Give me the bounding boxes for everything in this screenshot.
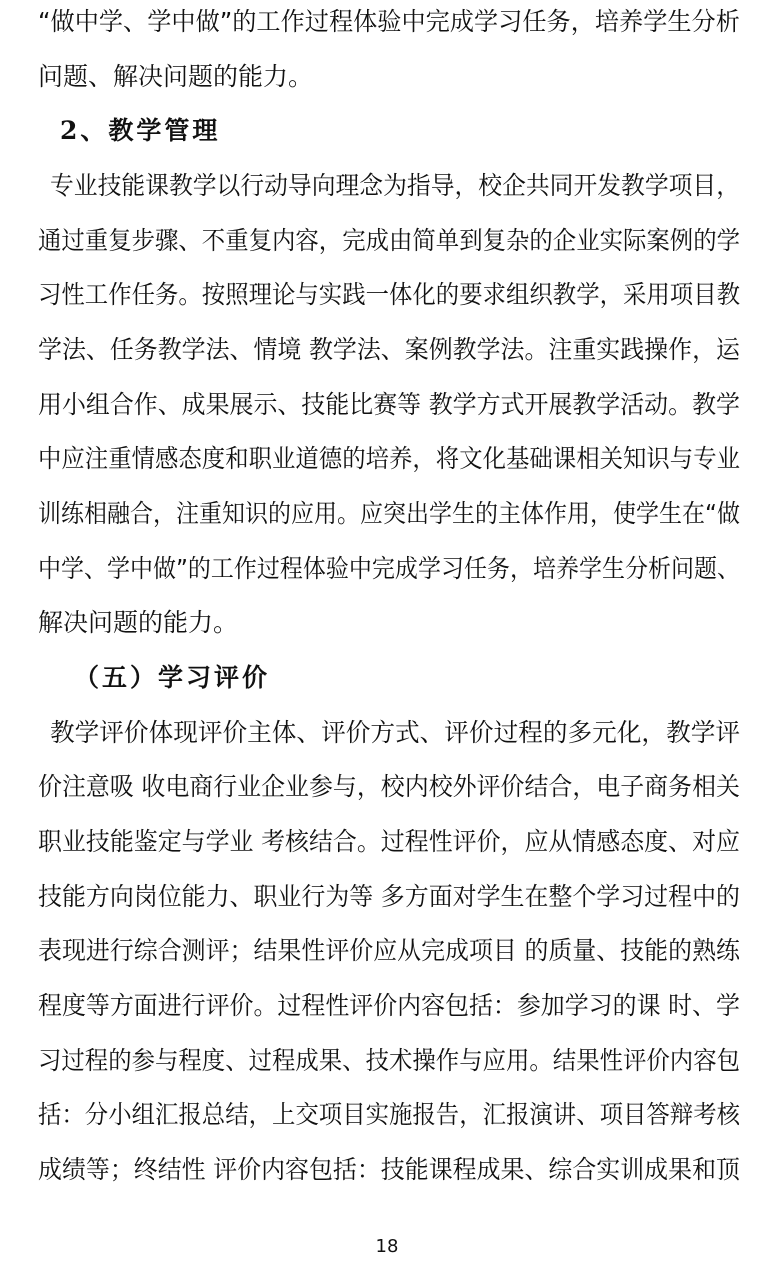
- text-line-content: 职业技能鉴定与学业 考核结合。过程性评价，应从情感态度、对应: [38, 827, 740, 856]
- text-line-content: 成绩等；终结性 评价内容包括：技能课程成果、综合实训成果和顶: [38, 1155, 740, 1184]
- text-line: [0, 494, 774, 534]
- text-line-content: 教学评价体现评价主体、评价方式、评价过程的多元化，教学评: [50, 718, 741, 747]
- text-line-content: 专业技能课教学以行动导向理念为指导，校企共同开发教学项目，: [50, 171, 741, 200]
- text-line: [0, 221, 774, 261]
- text-line-content: 表现进行综合测评；结果性评价应从完成项目 的质量、技能的熟练: [38, 936, 740, 965]
- text-line: [0, 767, 774, 807]
- text-line-content: 解决问题的能力。: [38, 608, 239, 637]
- text-line-content: 学法、任务教学法、情境 教学法、案例教学法。注重实践操作，运: [38, 335, 740, 364]
- text-line: [0, 166, 774, 206]
- text-line-content: “做中学、学中做”的工作过程体验中完成学习任务，培养学生分析: [38, 7, 740, 36]
- text-line: [0, 713, 774, 753]
- text-line-content: 中学、学中做”的工作过程体验中完成学习任务，培养学生分析问题、: [38, 554, 740, 583]
- text-line-content: 训练相融合，注重知识的应用。应突出学生的主体作用，使学生在“做: [38, 499, 740, 528]
- text-line-content: 通过重复步骤、不重复内容，完成由简单到复杂的企业实际案例的学: [38, 226, 741, 255]
- text-line-content: 用小组合作、成果展示、技能比赛等 教学方式开展教学活动。教学: [38, 390, 740, 419]
- text-line: [0, 877, 774, 917]
- text-line-content: 括：分小组汇报总结，上交项目实施报告，汇报演讲、项目答辩考核: [38, 1100, 741, 1129]
- text-line: [0, 549, 774, 589]
- text-line: [0, 1150, 774, 1190]
- section-heading: [0, 111, 774, 151]
- text-line: [0, 57, 774, 97]
- page-number: 18: [375, 1236, 399, 1257]
- text-line: [0, 385, 774, 425]
- text-line-content: 中应注重情感态度和职业道德的培养，将文化基础课相关知识与专业: [38, 444, 741, 473]
- text-line: [0, 603, 774, 643]
- text-line: [0, 275, 774, 315]
- text-line: [0, 1095, 774, 1135]
- text-line: [0, 1041, 774, 1081]
- text-line: [0, 986, 774, 1026]
- text-line-content: 习过程的参与程度、过程成果、技术操作与应用。结果性评价内容包: [38, 1046, 741, 1075]
- text-line-content: 技能方向岗位能力、职业行为等 多方面对学生在整个学习过程中的: [38, 882, 740, 911]
- text-line-content: 习性工作任务。按照理论与实践一体化的要求组织教学，采用项目教: [38, 280, 741, 309]
- text-line-content: 问题、解决问题的能力。: [38, 62, 314, 91]
- heading-text: 2、教学管理: [60, 116, 221, 145]
- text-line-content: 价注意吸 收电商行业企业参与，校内校外评价结合，电子商务相关: [38, 772, 740, 801]
- text-line-content: 程度等方面进行评价。过程性评价内容包括：参加学习的课 时、学: [38, 991, 740, 1020]
- section-heading: [0, 658, 774, 698]
- text-line: [0, 822, 774, 862]
- heading-text: （五）学习评价: [74, 663, 271, 692]
- text-line: [0, 931, 774, 971]
- text-line: [0, 330, 774, 370]
- text-line: [0, 2, 774, 42]
- text-line: [0, 439, 774, 479]
